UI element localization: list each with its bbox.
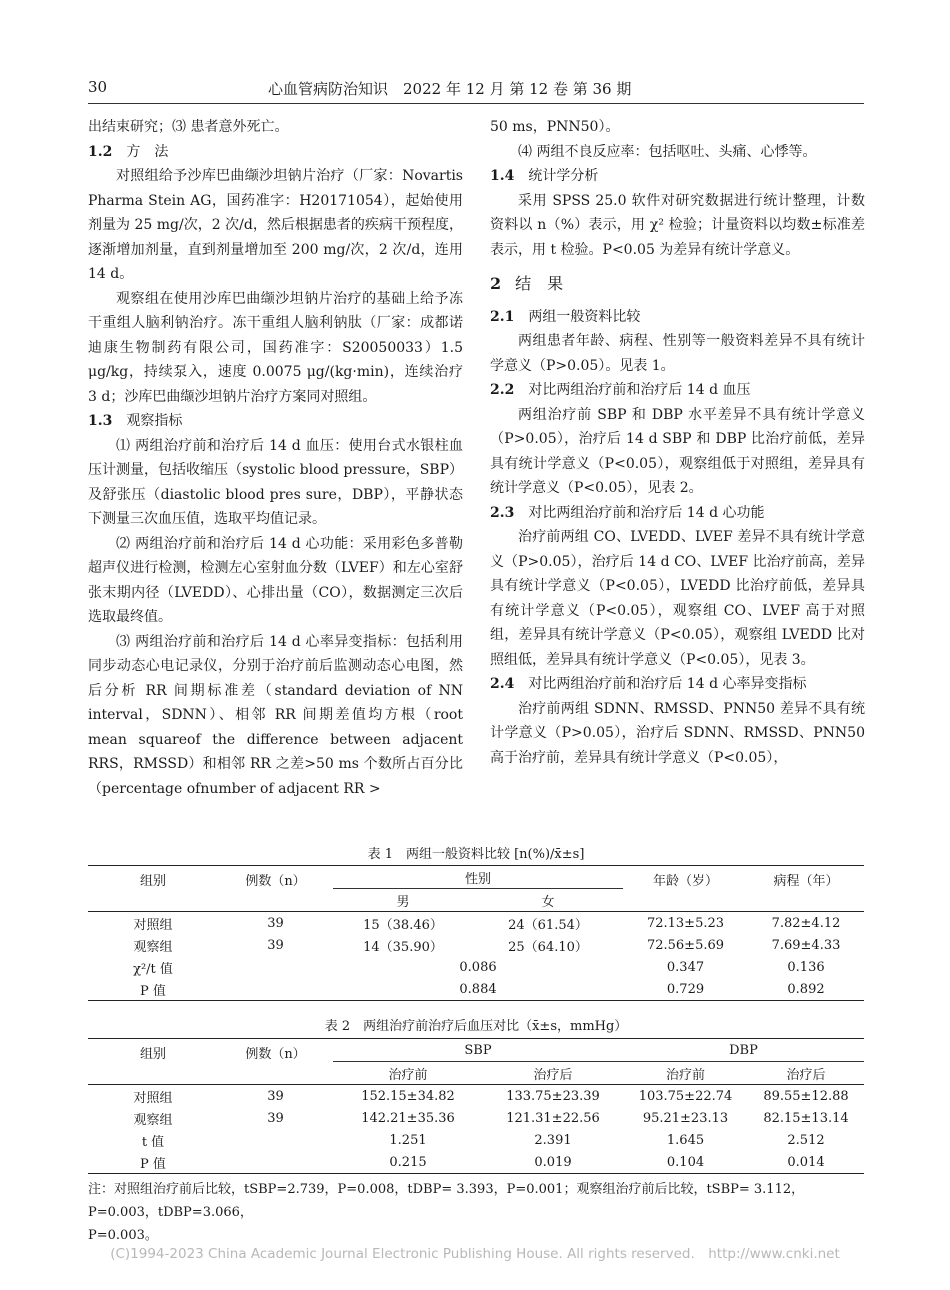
table-cell: 7.82±4.12 xyxy=(771,915,841,931)
section-heading-2-2 xyxy=(490,378,865,403)
table-cell: 25（64.10） xyxy=(508,939,588,955)
table2-caption: 表 2 两组治疗前治疗后血压对比（x̄±s，mmHg） xyxy=(324,1019,628,1034)
table-cell: P 值 xyxy=(140,983,166,999)
table-row xyxy=(88,1129,864,1151)
section-number: 1.3 xyxy=(88,413,113,429)
header-cell: 治疗后 xyxy=(786,1067,826,1083)
section-title: 对比两组治疗前和治疗后 14 d 血压 xyxy=(528,382,751,398)
table-cell: 1.251 xyxy=(389,1132,427,1148)
paragraph: 治疗前两组 SDNN、RMSSD、PNN50 差异不具有统计学意义（P>0.05），治疗后 SDNN、RMSSD、PNN50 高于治疗前，差异具有统计学意义（P<0.05）， xyxy=(490,700,865,766)
table-cell: χ²/t 值 xyxy=(133,961,173,977)
table-cell: 95.21±23.13 xyxy=(642,1110,729,1126)
table-cell xyxy=(218,1129,333,1151)
paragraph: ⑴ 两组治疗前和治疗后 14 d 血压：使用台式水银柱血压计测量，包括收缩压（systolic blood pressure，SBP）及舒张压（diastolic blood pres sure，DBP），平静状态下测量三次血压值，选取平均值记录。 xyxy=(88,437,463,527)
table-cell: 14（35.90） xyxy=(363,939,443,955)
table-cell: 89.55±12.88 xyxy=(763,1088,849,1104)
table-cell: 24（61.54） xyxy=(508,917,588,933)
section-number: 2.4 xyxy=(490,676,515,692)
table-cell: 121.31±22.56 xyxy=(506,1110,600,1126)
section-heading-1-2 xyxy=(88,140,463,165)
table-cell: t 值 xyxy=(141,1134,165,1150)
paragraph: 治疗前两组 CO、LVEDD、LVEF 差异不具有统计学意义（P>0.05），治疗后 14 d CO、LVEF 比治疗前高，差异具有统计学意义（P<0.05），LVEDD 比治疗前低，差异具有统计学意义（P<0.05），观察组 CO、LVEF 高于对照组，差异具有统计学意义（P<0.05），观察组 LVEDD 比对照组低，差异具有统计学意义（P<0.05），见表 3。 xyxy=(490,529,865,668)
table-cell: 1.645 xyxy=(666,1132,705,1148)
header-cell: 病程（年） xyxy=(773,874,839,889)
table-cell: 0.019 xyxy=(534,1154,572,1170)
header-cell: 例数（n） xyxy=(245,1047,306,1062)
table-row xyxy=(88,912,864,935)
table-cell: 0.892 xyxy=(787,981,825,997)
table-cell: 观察组 xyxy=(133,1112,173,1128)
table-row xyxy=(88,1151,864,1174)
header-cell: 女 xyxy=(541,894,555,910)
table-cell: 72.56±5.69 xyxy=(646,937,725,953)
header-cell: DBP xyxy=(623,1039,864,1062)
section-heading-2-1 xyxy=(490,305,865,330)
note-line: 注：对照组治疗前后比较，tSBP=2.739，P=0.008，tDBP= 3.393，P=0.001；观察组治疗前后比较，tSBP= 3.112，P=0.003，tDBP=3.066， xyxy=(88,1182,805,1220)
table-cell: 0.347 xyxy=(666,959,705,975)
table-cell xyxy=(218,978,333,1001)
header-cell: 治疗后 xyxy=(533,1067,573,1083)
table-cell: 39 xyxy=(267,915,284,931)
table-cell: 2.391 xyxy=(534,1132,572,1148)
header-cell: 治疗前 xyxy=(388,1067,428,1083)
section-heading-2 xyxy=(490,272,865,297)
section-title: 观察指标 xyxy=(126,413,183,429)
table-cell: 0.014 xyxy=(787,1154,825,1170)
running-header xyxy=(88,78,862,102)
table-cell: 观察组 xyxy=(133,939,173,955)
journal-info: 心血管病防治知识 2022 年 12 月 第 12 卷 第 36 期 xyxy=(268,80,632,98)
paragraph: ⑵ 两组治疗前和治疗后 14 d 心功能：采用彩色多普勒超声仪进行检测，检测左心室射血分数（LVEF）和左心室舒张末期内径（LVEDD）、心排出量（CO），数据测定三次后选取最终值。 xyxy=(88,535,463,625)
section-title: 对比两组治疗前和治疗后 14 d 心率异变指标 xyxy=(528,676,807,692)
table-cell: 142.21±35.36 xyxy=(361,1110,455,1126)
table-cell: P 值 xyxy=(140,1156,166,1172)
table-cell xyxy=(218,1151,333,1174)
table-header-row xyxy=(88,1039,864,1062)
paragraph: 观察组在使用沙库巴曲缬沙坦钠片治疗的基础上给予冻干重组人脑利钠治疗。冻干重组人脑利钠肽（厂家：成都诺迪康生物制药有限公司，国药准字：S20050033）1.5 μg/kg，持续泵入，速度 0.0075 μg/(kg·min)，连续治疗 3 d；沙库巴曲缬沙坦钠片治疗方案同对照组。 xyxy=(88,290,463,405)
section-title: 方 法 xyxy=(126,143,169,160)
header-cell: 年龄（岁） xyxy=(652,874,718,889)
table-cell: 2.512 xyxy=(787,1132,825,1148)
table-cell xyxy=(218,956,333,978)
section-heading-2-4 xyxy=(490,672,865,697)
section-title: 两组一般资料比较 xyxy=(528,308,641,325)
right-column xyxy=(490,115,865,770)
table1-caption: 表 1 两组一般资料比较 [n(%)/x̄±s] xyxy=(367,847,585,862)
section-number: 2.2 xyxy=(490,382,515,398)
paragraph: ⑶ 两组治疗前和治疗后 14 d 心率异变指标：包括利用同步动态心电记录仪，分别于治疗前后监测动态心电图，然后分析 RR 间期标准差（standard deviation of NN interval，SDNN）、相邻 RR 间期差值均方根（root mean squareof the difference between adjacent RRS，RMSSD）和相邻 RR 之差>50 ms 个数所占百分比（percentage ofnumber of adjacent RR > xyxy=(88,633,463,797)
section-heading-1-3 xyxy=(88,409,463,434)
table-cell: 对照组 xyxy=(133,1090,173,1106)
section-title: 对比两组治疗前和治疗后 14 d 心功能 xyxy=(528,504,765,521)
section-heading-1-4 xyxy=(490,164,865,189)
note-line: P=0.003。 xyxy=(88,1228,158,1243)
section-number: 2.1 xyxy=(490,308,515,325)
table-cell: 39 xyxy=(267,937,284,953)
table-row xyxy=(88,956,864,978)
paragraph: 采用 SPSS 25.0 软件对研究数据进行统计整理，计数资料以 n（%）表示，用 χ² 检验；计量资料以均数±标准差表示，用 t 检验。P<0.05 为差异有统计学意义。 xyxy=(490,192,865,258)
table-cell: 0.884 xyxy=(459,981,497,997)
paragraph: 两组治疗前 SBP 和 DBP 水平差异不具有统计学意义（P>0.05），治疗后 14 d SBP 和 DBP 比治疗前低，差异具有统计学意义（P<0.05），观察组低于对照组，差异具有统计学意义（P<0.05），见表 2。 xyxy=(490,406,865,496)
table-cell: 152.15±34.82 xyxy=(361,1088,455,1104)
section-number: 1.2 xyxy=(88,143,113,160)
table1 xyxy=(88,865,864,1001)
page-number: 30 xyxy=(88,78,108,96)
header-cell: SBP xyxy=(333,1039,623,1062)
header-cell: 组别 xyxy=(139,1047,166,1062)
header-cell: 治疗前 xyxy=(665,1067,705,1083)
copyright-footer: (C)1994-2023 China Academic Journal Electronic Publishing House. All rights reserved. http://www.cnki.net xyxy=(110,1246,840,1262)
header-cell: 组别 xyxy=(139,874,166,889)
section-number: 1.4 xyxy=(490,168,515,184)
table2 xyxy=(88,1038,864,1174)
table-cell: 133.75±23.39 xyxy=(506,1088,600,1104)
table-cell: 7.69±4.33 xyxy=(771,937,841,953)
table-cell: 103.75±22.74 xyxy=(638,1088,733,1104)
header-cell: 男 xyxy=(396,894,410,910)
table-row xyxy=(88,934,864,956)
section-title: 统计学分析 xyxy=(528,168,599,184)
header-cell: 例数（n） xyxy=(245,874,306,889)
paragraph: ⑷ 两组不良反应率：包括呕吐、头痛、心悸等。 xyxy=(518,143,817,160)
paragraph: 50 ms，PNN50）。 xyxy=(490,119,620,135)
paragraph: 对照组给予沙库巴曲缬沙坦钠片治疗（厂家：Novartis Pharma Stein AG，国药准字：H20171054），起始使用剂量为 25 mg/次，2 次/d，然后根据患者的疾病干预程度，逐渐增加剂量，直到剂量增加至 200 mg/次，2 次/d，连用 14 d。 xyxy=(88,168,463,282)
paragraph: 两组患者年龄、病程、性别等一般资料差异不具有统计学意义（P>0.05）。见表 1。 xyxy=(490,333,865,374)
section-number: 2.3 xyxy=(490,504,515,521)
table2-note xyxy=(88,1178,864,1247)
table-header-row xyxy=(88,866,864,889)
table-cell: 15（38.46） xyxy=(363,917,443,933)
table-cell: 72.13±5.23 xyxy=(646,915,725,931)
table-cell: 对照组 xyxy=(133,917,173,933)
table-row xyxy=(88,978,864,1001)
header-cell: 性别 xyxy=(333,866,623,889)
table-cell: 39 xyxy=(267,1110,284,1126)
table-cell: 0.215 xyxy=(389,1154,427,1170)
table-cell: 0.136 xyxy=(787,959,825,975)
left-column xyxy=(88,115,463,801)
paragraph: 出结束研究；⑶ 患者意外死亡。 xyxy=(88,119,289,135)
section-heading-2-3 xyxy=(490,501,865,526)
header-rule xyxy=(88,103,864,104)
table-cell: 82.15±13.14 xyxy=(763,1110,849,1126)
table-row xyxy=(88,1085,864,1108)
table-cell: 0.729 xyxy=(666,981,705,997)
table-cell: 39 xyxy=(267,1088,284,1104)
table-cell: 0.104 xyxy=(666,1154,705,1170)
section-title: 结 果 xyxy=(515,274,564,293)
table-cell: 0.086 xyxy=(459,959,497,975)
table-row xyxy=(88,1107,864,1129)
section-number: 2 xyxy=(490,274,502,293)
